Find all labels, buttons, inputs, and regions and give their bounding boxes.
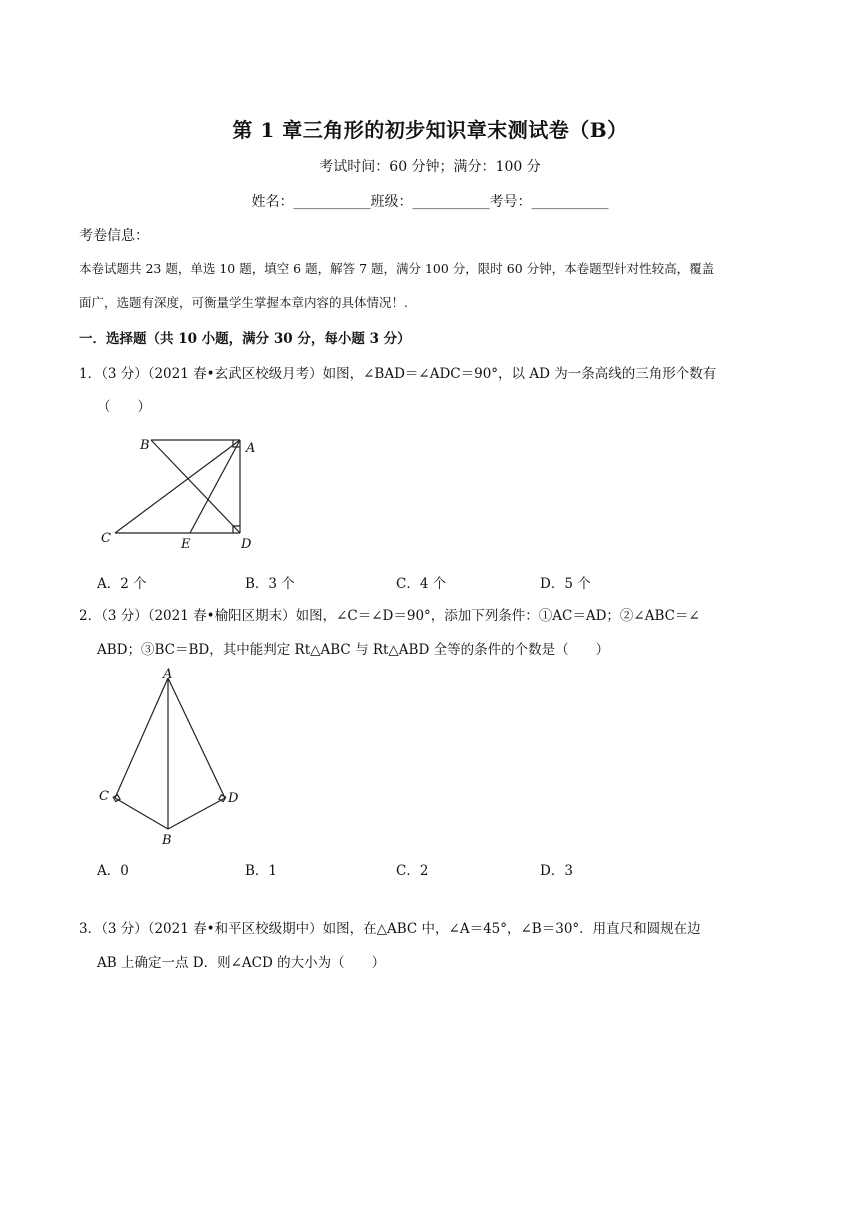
fig1-label-d: D [241, 537, 252, 552]
question-2-option-b[interactable]: B．1 [245, 863, 278, 879]
question-2-option-c[interactable]: C．2 [396, 863, 429, 879]
question-2-option-a[interactable]: A．0 [97, 863, 129, 879]
fig2-label-d: D [228, 791, 239, 806]
section-heading: 一．选择题（共 10 小题，满分 30 分，每小题 3 分） [79, 331, 411, 347]
question-1-prefix: 1．（3 分）（2021 春•玄武区校级月考）如图， [79, 366, 364, 382]
page-title: 第 1 章三角形的初步知识章末测试卷（B） [232, 118, 628, 142]
question-2-figure [90, 666, 260, 852]
student-info-fields: 姓名：___________班级：___________考号：___________ [251, 194, 609, 210]
fig1-label-a: A [246, 441, 256, 456]
fig2-label-c: C [99, 789, 109, 804]
info-label: 考卷信息： [79, 228, 149, 244]
question-1-segment: AD [525, 366, 555, 382]
question-1-option-c[interactable]: C．4 个 [396, 576, 447, 592]
question-1-suffix: 为一条高线的三角形个数有 [554, 366, 717, 382]
question-3-line-1: 3．（3 分）（2021 春•和平区校级期中）如图，在△ABC 中，∠A＝45°，∠B＝30°．用直尺和圆规在边 [79, 921, 701, 937]
fig2-label-b: B [162, 833, 172, 848]
fig1-label-e: E [181, 537, 191, 552]
question-1-angles: ∠BAD＝∠ADC＝90°，以 [363, 366, 526, 382]
question-2-line-2: ABD；③BC＝BD，其中能判定 Rt△ABC 与 Rt△ABD 全等的条件的个数是（ ） [97, 642, 610, 658]
question-2-option-d[interactable]: D．3 [540, 863, 573, 879]
question-1-figure [95, 430, 270, 555]
question-1-line-1 [79, 364, 716, 384]
question-1-option-d[interactable]: D．5 个 [540, 576, 591, 592]
info-line-1: 本卷试题共 23 题，单选 10 题，填空 6 题，解答 7 题，满分 100 分，限时 60 分钟，本卷题型针对性较高，覆盖 [79, 261, 715, 276]
question-1-option-a[interactable]: A．2 个 [97, 576, 147, 592]
question-1-option-b[interactable]: B．3 个 [245, 576, 295, 592]
question-1-line-2: （ ） [97, 399, 151, 415]
info-line-2: 面广，选题有深度，可衡量学生掌握本章内容的具体情况！. [79, 295, 408, 310]
question-3-line-2: AB 上确定一点 D．则∠ACD 的大小为（ ） [97, 955, 386, 971]
fig2-label-a: A [163, 667, 173, 682]
fig1-label-b: B [140, 438, 150, 453]
question-2-line-1: 2．（3 分）（2021 春•榆阳区期末）如图，∠C＝∠D＝90°，添加下列条件：①AC＝AD；②∠ABC＝∠ [79, 608, 700, 624]
exam-time-info: 考试时间：60 分钟；满分：100 分 [319, 159, 541, 175]
fig1-label-c: C [101, 531, 111, 546]
